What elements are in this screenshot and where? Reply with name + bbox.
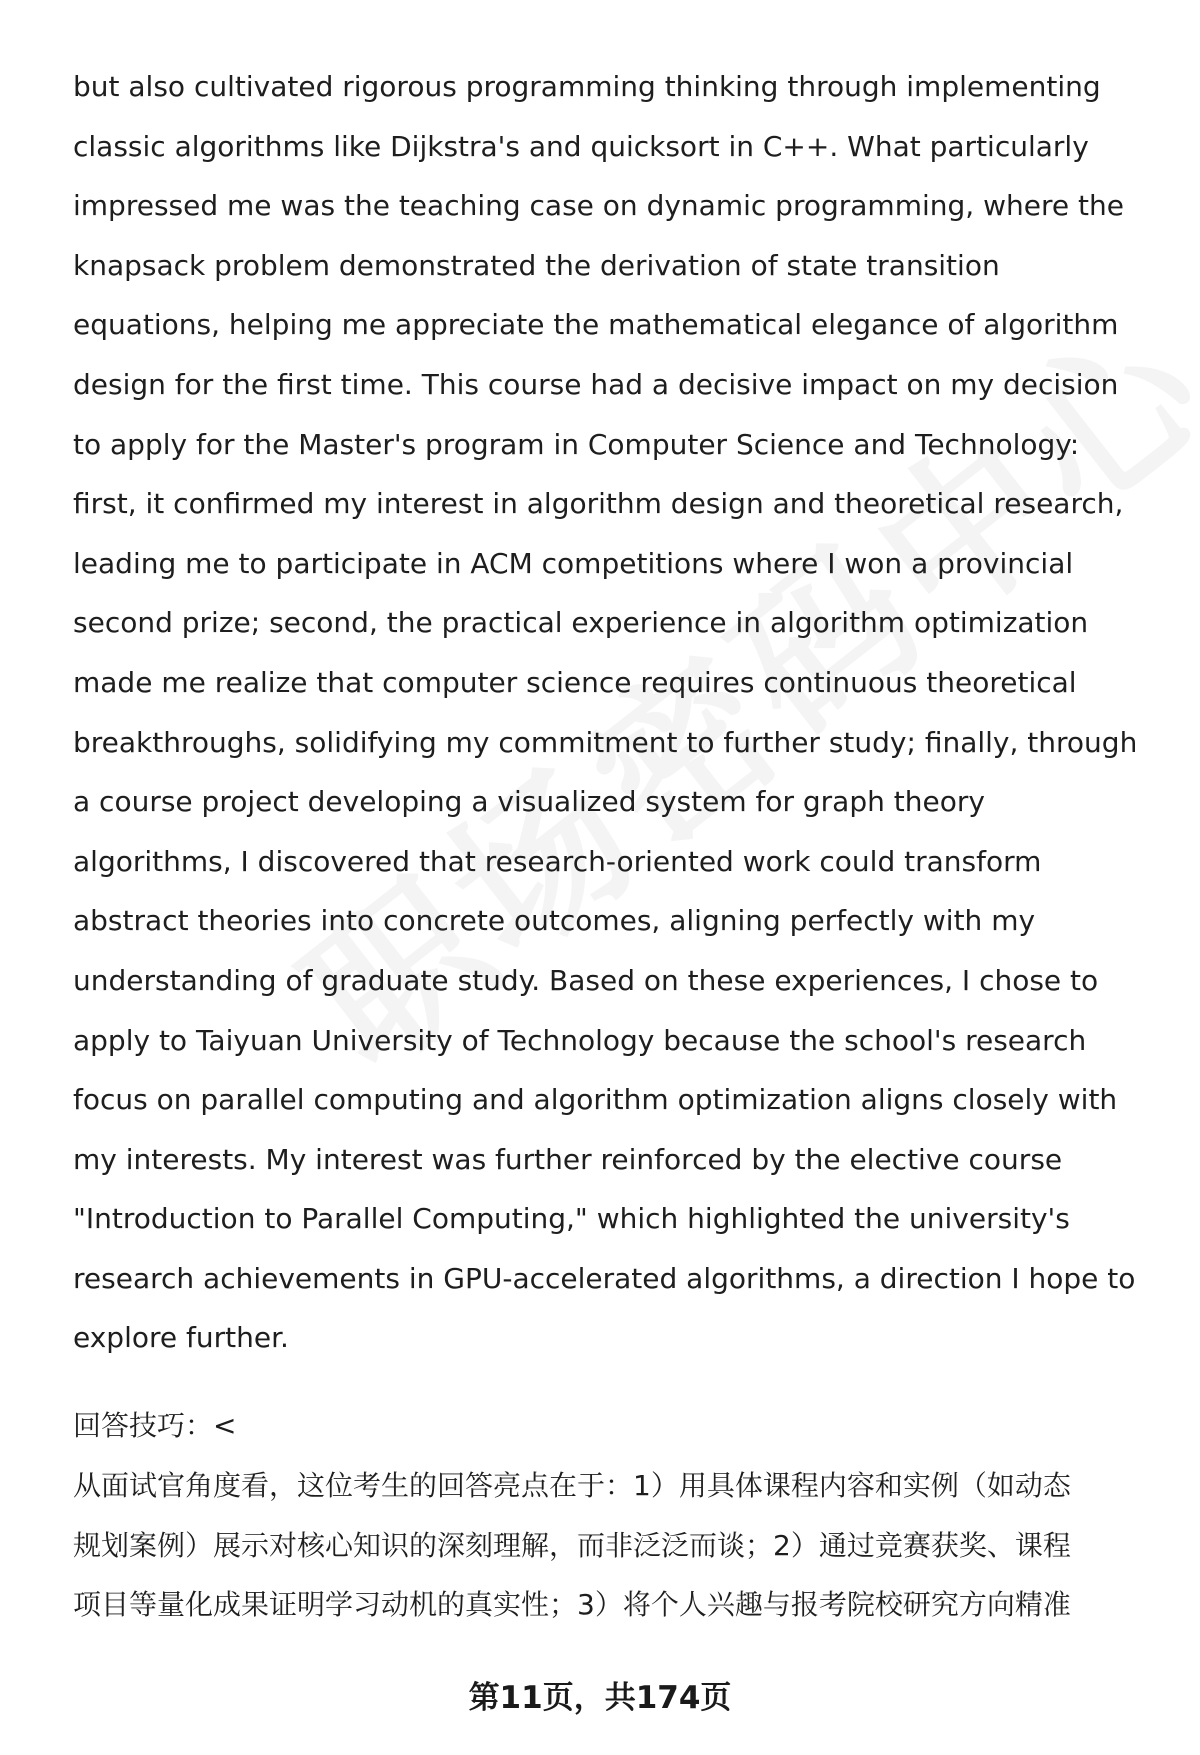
body-line: "Introduction to Parallel Computing," which highlighted the university's <box>73 1202 1070 1236</box>
body-line: first, it confirmed my interest in algorithm design and theoretical research, <box>73 487 1124 521</box>
body-line: my interests. My interest was further reinforced by the elective course <box>73 1142 1063 1176</box>
body-line: equations, helping me appreciate the mathematical elegance of algorithm <box>73 308 1119 342</box>
body-line: classic algorithms like Dijkstra's and quicksort in C++. What particularly <box>73 129 1089 163</box>
body-line: impressed me was the teaching case on dynamic programming, where the <box>73 189 1124 223</box>
body-line: a course project developing a visualized system for graph theory <box>73 785 985 819</box>
body-line: explore further. <box>73 1321 289 1355</box>
body-line: abstract theories into concrete outcomes, aligning perfectly with my <box>73 904 1036 938</box>
body-line: research achievements in GPU-accelerated algorithms, a direction I hope to <box>73 1261 1136 1295</box>
body-line: apply to Taiyuan University of Technology because the school's research <box>73 1023 1087 1057</box>
body-line: understanding of graduate study. Based on these experiences, I chose to <box>73 963 1099 997</box>
answer-paragraph <box>73 57 1153 1368</box>
body-line: breakthroughs, solidifying my commitment to further study; finally, through <box>73 725 1138 759</box>
analysis-line: 规划案例）展示对核心知识的深刻理解，而非泛泛而谈；2）通过竞赛获奖、课程 <box>73 1528 1071 1562</box>
body-line: algorithms, I discovered that research-oriented work could transform <box>73 844 1042 878</box>
analysis-paragraph <box>73 1456 1071 1635</box>
analysis-line: 项目等量化成果证明学习动机的真实性；3）将个人兴趣与报考院校研究方向精准 <box>73 1588 1071 1622</box>
page-number: 第11页，共174页 <box>468 1680 732 1716</box>
body-line: knapsack problem demonstrated the derivation of state transition <box>73 248 1000 282</box>
body-line: made me realize that computer science requires continuous theoretical <box>73 665 1077 699</box>
body-line: leading me to participate in ACM competitions where I won a provincial <box>73 546 1074 580</box>
tips-heading: 回答技巧：< <box>73 1409 237 1442</box>
body-line: second prize; second, the practical experience in algorithm optimization <box>73 606 1089 640</box>
answer-body <box>73 57 1153 1368</box>
body-line: but also cultivated rigorous programming thinking through implementing <box>73 70 1101 103</box>
body-line: to apply for the Master's program in Computer Science and Technology: <box>73 427 1080 461</box>
body-line: design for the first time. This course had a decisive impact on my decision <box>73 367 1119 401</box>
body-line: focus on parallel computing and algorithm optimization aligns closely with <box>73 1083 1118 1117</box>
analysis-line: 从面试官角度看，这位考生的回答亮点在于：1）用具体课程内容和实例（如动态 <box>73 1469 1071 1502</box>
